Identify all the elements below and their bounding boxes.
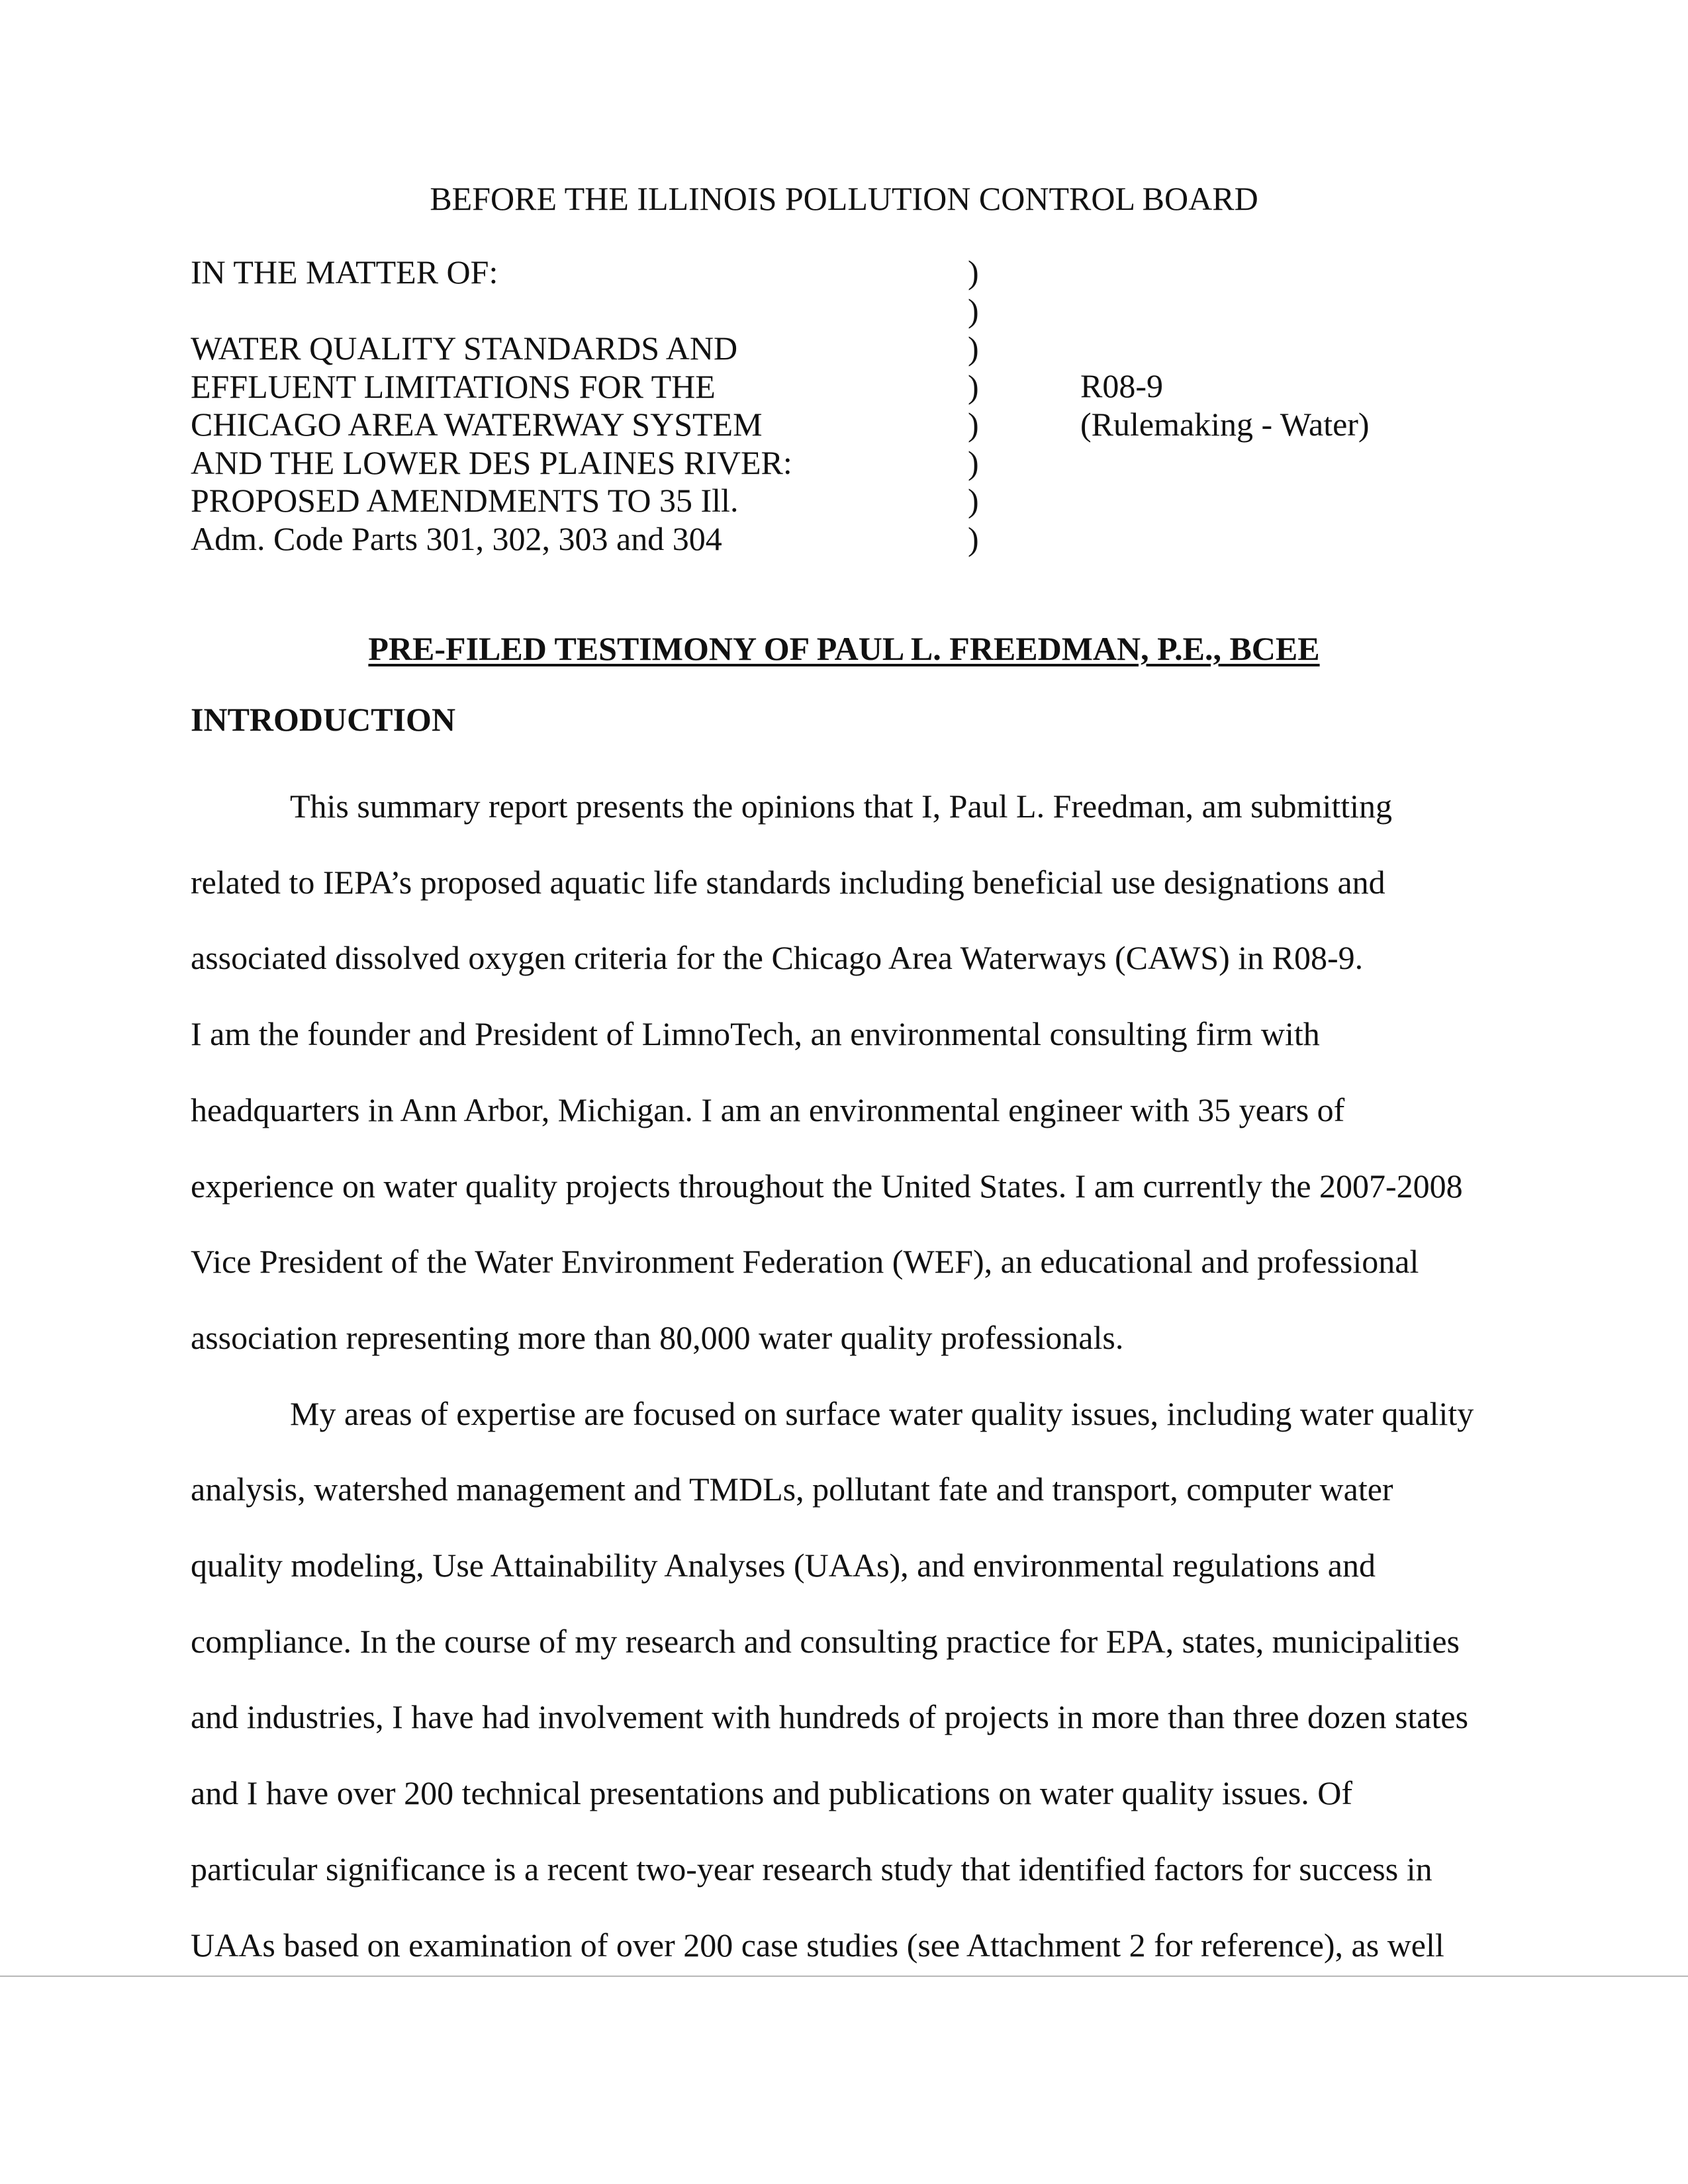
paragraph-line: quality modeling, Use Attainability Analyses (UAAs), and environmental regulations and	[191, 1547, 1376, 1584]
caption-paren: )	[968, 520, 979, 557]
caption-subject-line: EFFLUENT LIMITATIONS FOR THE	[191, 367, 716, 405]
paragraph-line: compliance. In the course of my research and consulting practice for EPA, states, municipalities	[191, 1622, 1460, 1660]
page-divider	[0, 1976, 1688, 1977]
paragraph-line: Vice President of the Water Environment Federation (WEF), an educational and professional	[191, 1243, 1419, 1281]
caption-paren: )	[968, 367, 979, 405]
docket-number: R08-9	[1080, 367, 1163, 404]
docket-type: (Rulemaking - Water)	[1080, 405, 1370, 443]
caption-spacer	[191, 292, 998, 330]
paragraph-line: This summary report presents the opinions that I, Paul L. Freedman, am submitting	[290, 788, 1393, 825]
matter-label: IN THE MATTER OF:	[191, 253, 498, 291]
document-title: PRE-FILED TESTIMONY OF PAUL L. FREEDMAN, P.E., BCEE	[368, 630, 1320, 667]
paragraph-line: I am the founder and President of LimnoTech, an environmental consulting firm with	[191, 1015, 1320, 1053]
caption-paren: )	[968, 482, 979, 519]
section-heading-introduction: INTRODUCTION	[191, 701, 456, 738]
caption-subject-line: AND THE LOWER DES PLAINES RIVER:	[191, 443, 792, 481]
paragraph-line: and industries, I have had involvement with hundreds of projects in more than three dozen states	[191, 1698, 1469, 1736]
paragraph-line: and I have over 200 technical presentations and publications on water quality issues. Of	[191, 1774, 1353, 1812]
caption-paren: )	[968, 291, 979, 329]
paragraph-line: association representing more than 80,000 water quality professionals.	[191, 1318, 1124, 1356]
caption-paren: )	[968, 406, 979, 443]
paragraph-line: headquarters in Ann Arbor, Michigan. I am an environmental engineer with 35 years of	[191, 1091, 1345, 1128]
caption-subject-line: PROPOSED AMENDMENTS TO 35 Ill.	[191, 482, 739, 519]
caption-subject-line: WATER QUALITY STANDARDS AND	[191, 330, 738, 367]
caption-paren: )	[968, 443, 979, 481]
caption-paren: )	[968, 253, 979, 291]
paragraph-line: particular significance is a recent two-year research study that identified factors for success in	[191, 1850, 1432, 1888]
testimony-body	[191, 768, 1488, 1983]
case-caption	[191, 253, 998, 558]
paragraph-line: related to IEPA’s proposed aquatic life standards including beneficial use designations and	[191, 863, 1385, 901]
board-heading: BEFORE THE ILLINOIS POLLUTION CONTROL BOARD	[430, 180, 1258, 217]
caption-subject-line: CHICAGO AREA WATERWAY SYSTEM	[191, 406, 763, 443]
caption-subject-line: Adm. Code Parts 301, 302, 303 and 304	[191, 520, 722, 557]
paragraph-line: UAAs based on examination of over 200 case studies (see Attachment 2 for reference), as well	[191, 1926, 1444, 1964]
paragraph-line: analysis, watershed management and TMDLs, pollutant fate and transport, computer water	[191, 1471, 1393, 1508]
docket-info	[1080, 367, 1370, 443]
paragraph-line: My areas of expertise are focused on surface water quality issues, including water quality	[290, 1394, 1474, 1432]
caption-paren-column	[968, 253, 979, 558]
paragraph-line: associated dissolved oxygen criteria for the Chicago Area Waterways (CAWS) in R08-9.	[191, 939, 1364, 977]
caption-paren: )	[968, 330, 979, 367]
paragraph-line: experience on water quality projects throughout the United States. I am currently the 2007-2008	[191, 1167, 1463, 1205]
